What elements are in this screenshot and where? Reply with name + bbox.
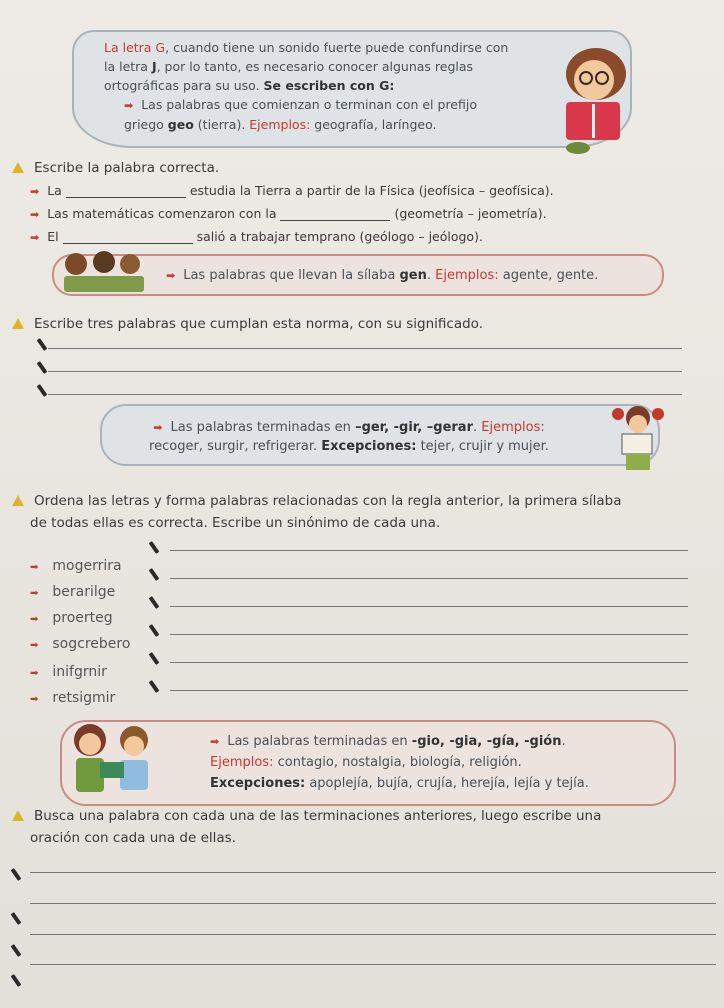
pencil-icon [149, 541, 160, 554]
writing-line[interactable] [170, 578, 688, 579]
exercise4-instruction-line2: oración con cada una de ellas. [30, 830, 236, 846]
pencil-icon [11, 912, 22, 925]
writing-line[interactable] [30, 964, 716, 965]
arrow-icon: ➡ [30, 185, 40, 198]
arrow-icon: ➡ [30, 562, 39, 573]
writing-line[interactable] [170, 634, 688, 635]
writing-line[interactable] [170, 606, 688, 607]
answer-blank[interactable] [66, 186, 186, 198]
writing-line[interactable] [30, 934, 716, 935]
arrow-icon: ➡ [30, 231, 40, 244]
arrow-icon: ➡ [124, 99, 134, 112]
pencil-icon [11, 944, 22, 957]
pencil-icon [37, 361, 48, 374]
triangle-bullet-icon [12, 495, 24, 506]
exercise2-instruction: Escribe tres palabras que cumplan esta norma, con su significado. [12, 316, 483, 332]
writing-line[interactable] [30, 903, 716, 904]
scrambled-word: ➡ proerteg [30, 610, 113, 626]
rule-box-ger-gir: ➡ Las palabras terminadas en –ger, -gir, –gerar. Ejemplos: recoger, surgir, refrigerar. Excepciones: tejer, crujir y mujer. [100, 404, 660, 466]
arrow-icon: ➡ [210, 735, 220, 748]
answer-blank[interactable] [63, 232, 193, 244]
writing-line[interactable] [30, 872, 716, 873]
rule-intro: La letra G, cuando tiene un sonido fuerte puede confundirse con la letra J, por lo tanto, es necesario conocer algunas reglas ortográficas para su uso. Se escriben con G: [104, 40, 509, 93]
answer-blank[interactable] [280, 209, 390, 221]
writing-line[interactable] [48, 394, 682, 395]
pencil-icon [37, 384, 48, 397]
triangle-bullet-icon [12, 162, 24, 173]
children-illustration [54, 248, 154, 296]
exercise1-instruction: Escribe la palabra correcta. [12, 160, 219, 176]
pencil-icon [149, 624, 160, 637]
exercise4-instruction-line1: Busca una palabra con cada una de las terminaciones anteriores, luego escribe una [12, 808, 601, 824]
writing-line[interactable] [170, 690, 688, 691]
exercise3-instruction-line2: de todas ellas es correcta. Escribe un sinónimo de cada una. [30, 515, 441, 531]
arrow-icon: ➡ [30, 640, 39, 651]
writing-line[interactable] [48, 371, 682, 372]
two-children-illustration [64, 718, 160, 808]
rule-box-gio-gia: ➡ Las palabras terminadas en -gio, -gia, -gía, -gión. Ejemplos: contagio, nostalgia, biología, religión. Excepciones: apoplejía, bujía, crujía, herejía, lejía y tejía. [60, 720, 676, 806]
pencil-icon [37, 338, 48, 351]
girl-reading-illustration [548, 40, 638, 160]
arrow-icon: ➡ [153, 421, 163, 434]
pencil-icon [149, 652, 160, 665]
triangle-bullet-icon [12, 318, 24, 329]
arrow-icon: ➡ [30, 614, 39, 625]
exercise3-instruction-line1: Ordena las letras y forma palabras relacionadas con la regla anterior, la primera sílaba [12, 493, 622, 509]
pencil-icon [149, 568, 160, 581]
rule-item-geo: ➡ Las palabras que comienzan o terminan con el prefijo griego geo (tierra). Ejemplos: geografía, laríngeo. [124, 97, 477, 132]
exercise1-item-1: ➡ La estudia la Tierra a partir de la Física (jeofísica – geofísica). [30, 183, 554, 198]
arrow-icon: ➡ [30, 208, 40, 221]
arrow-icon: ➡ [30, 694, 39, 705]
scrambled-word: ➡ berarilge [30, 584, 116, 600]
girl-with-book-illustration [604, 402, 668, 482]
writing-line[interactable] [170, 550, 688, 551]
exercise1-item-3: ➡ El salió a trabajar temprano (geólogo – jeólogo). [30, 229, 483, 244]
writing-line[interactable] [170, 662, 688, 663]
pencil-icon [149, 680, 160, 693]
arrow-icon: ➡ [30, 588, 39, 599]
pencil-icon [149, 596, 160, 609]
scrambled-word: ➡ retsigmir [30, 690, 116, 706]
pencil-icon [11, 974, 22, 987]
rule-box-gen: ➡ Las palabras que llevan la sílaba gen. Ejemplos: agente, gente. [52, 254, 664, 296]
scrambled-word: ➡ inifgrnir [30, 664, 107, 680]
triangle-bullet-icon [12, 810, 24, 821]
scrambled-word: ➡ sogcrebero [30, 636, 131, 652]
pencil-icon [11, 868, 22, 881]
exercise1-item-2: ➡ Las matemáticas comenzaron con la (geometría – jeometría). [30, 206, 547, 221]
arrow-icon: ➡ [30, 668, 39, 679]
writing-line[interactable] [48, 348, 682, 349]
scrambled-word: ➡ mogerrira [30, 558, 122, 574]
arrow-icon: ➡ [166, 269, 176, 282]
